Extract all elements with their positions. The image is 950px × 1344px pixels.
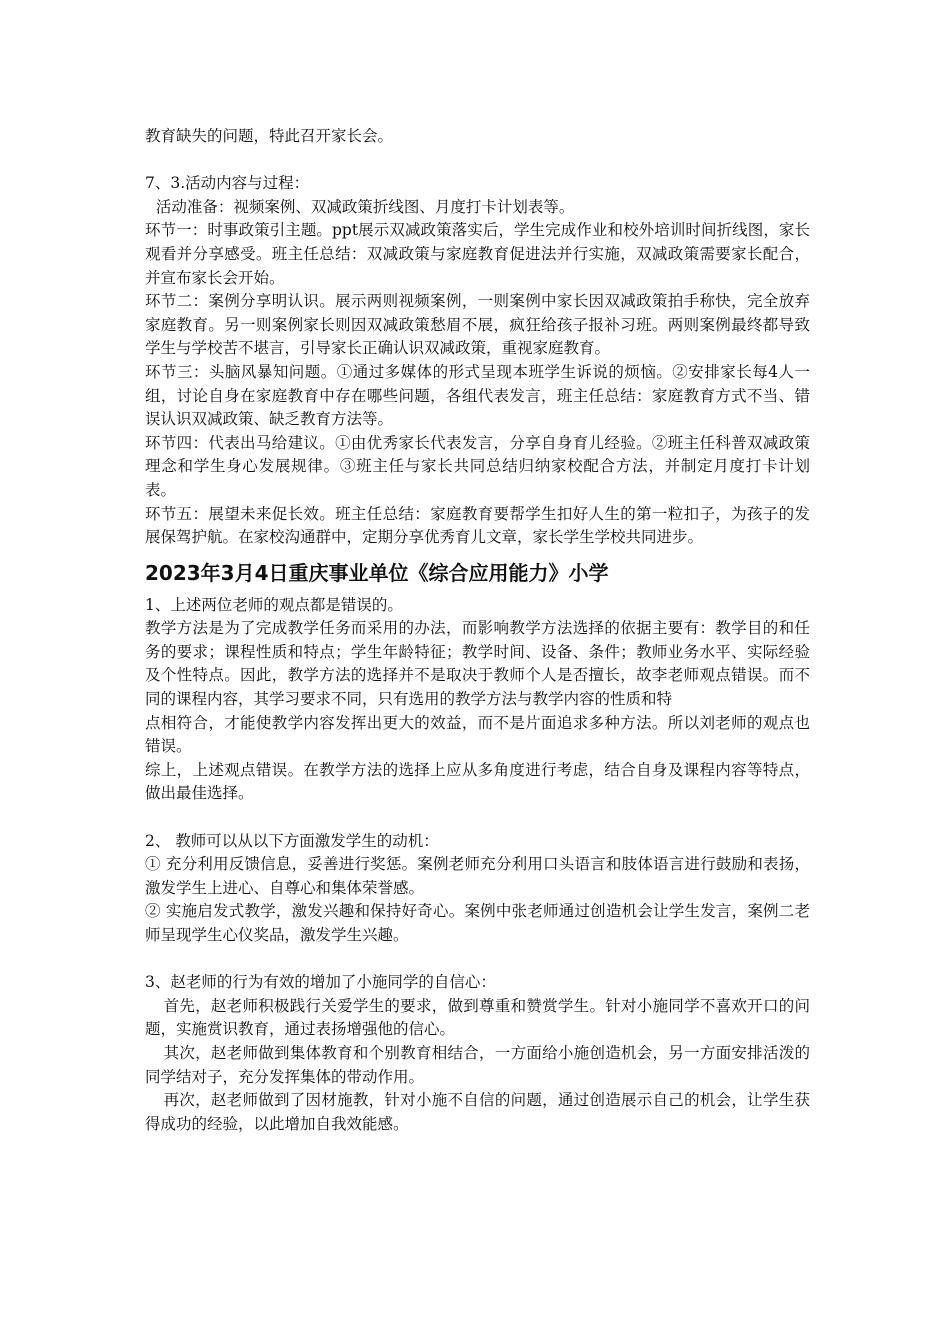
document-page xyxy=(145,125,810,1136)
blank-line xyxy=(145,948,810,972)
q2-point-2: ② 实施启发式教学，激发兴趣和保持好奇心。案例中张老师通过创造机会让学生发言，案例二老师呈现学生心仪奖品，激发学生兴趣。 xyxy=(145,902,810,944)
activity-step-5: 环节五：展望未来促长效。班主任总结：家庭教育要帮学生扣好人生的第一粒扣子，为孩子的发展保驾护航。在家校沟通群中，定期分享优秀育儿文章，家长学生学校共同进步。 xyxy=(145,504,810,547)
activity-prep: 活动准备：视频案例、双减政策折线图、月度打卡计划表等。 xyxy=(155,197,575,216)
q2-point-1: ① 充分利用反馈信息，妥善进行奖惩。案例老师充分利用口头语言和肢体语言进行鼓励和表扬，激发学生上进心、自尊心和集体荣誉感。 xyxy=(145,855,810,897)
section-title: 7、3.活动内容与过程： xyxy=(145,174,310,193)
q3-paragraph-1: 首先，赵老师积极践行关爱学生的要求，做到尊重和赞赏学生。针对小施同学不喜欢开口的问题，实施赏识教育，通过表扬增强他的信心。 xyxy=(145,996,810,1039)
q1-paragraph-3: 综上，上述观点错误。在教学方法的选择上应从多角度进行考虑，结合自身及课程内容等特点，做出最佳选择。 xyxy=(145,760,810,803)
blank-line xyxy=(145,806,810,830)
activity-step-3: 环节三：头脑风暴知问题。①通过多媒体的形式呈现本班学生诉说的烦恼。②安排家长每4人一组，讨论自身在家庭教育中存在哪些问题，各组代表发言，班主任总结：家庭教育方式不当、错误认识双减政策、缺乏教育方法等。 xyxy=(145,362,810,429)
blank-line xyxy=(145,149,810,173)
q1-title: 1、上述两位老师的观点都是错误的。 xyxy=(145,595,403,614)
intro-tail: 教育缺失的问题，特此召开家长会。 xyxy=(145,127,394,145)
q3-paragraph-2: 其次，赵老师做到集体教育和个别教育相结合，一方面给小施创造机会，另一方面安排活泼的同学结对子，充分发挥集体的带动作用。 xyxy=(145,1043,810,1086)
q3-title: 3、赵老师的行为有效的增加了小施同学的自信心： xyxy=(145,973,496,992)
q1-paragraph-1: 教学方法是为了完成教学任务而采用的办法，而影响教学方法选择的依据主要有：教学目的和任务的要求；课程性质和特点；学生年龄特征；教学时间、设备、条件；教师业务水平、实际经验及个性特点。因此，教学方法的选择并不是取决于教师个人是否擅长，故李老师观点错误。而不同的课程内容，其学习要求不同，只有选用的教学方法与教学内容的性质和特 xyxy=(145,619,810,709)
activity-step-2: 环节二：案例分享明认识。展示两则视频案例，一则案例中家长因双减政策拍手称快，完全放弃家庭教育。另一则案例家长则因双减政策愁眉不展，疯狂给孩子报补习班。两则案例最终都导致学生与学校苦不堪言，引导家长正确认识双减政策，重视家庭教育。 xyxy=(145,292,810,358)
q2-title: 2、 教师可以从以下方面激发学生的动机： xyxy=(145,831,439,850)
q1-paragraph-2: 点相符合，才能使教学内容发挥出更大的效益，而不是片面追求多种方法。所以刘老师的观点也错误。 xyxy=(145,713,810,756)
activity-step-4: 环节四：代表出马给建议。①由优秀家长代表发言，分享自身育儿经验。②班主任科普双减政策理念和学生身心发展规律。③班主任与家长共同总结归纳家校配合方法，并制定月度打卡计划表。 xyxy=(145,433,810,499)
exam-heading: 2023年3月4日重庆事业单位《综合应用能力》小学 xyxy=(145,560,609,585)
activity-step-1: 环节一：时事政策引主题。ppt展示双减政策落实后，学生完成作业和校外培训时间折线图，家长观看并分享感受。班主任总结：双减政策与家庭教育促进法并行实施，双减政策需要家长配合，并宣布家长会开始。 xyxy=(145,221,810,287)
q3-paragraph-3: 再次，赵老师做到了因材施教，针对小施不自信的问题，通过创造展示自己的机会，让学生获得成功的经验，以此增加自我效能感。 xyxy=(145,1091,810,1133)
